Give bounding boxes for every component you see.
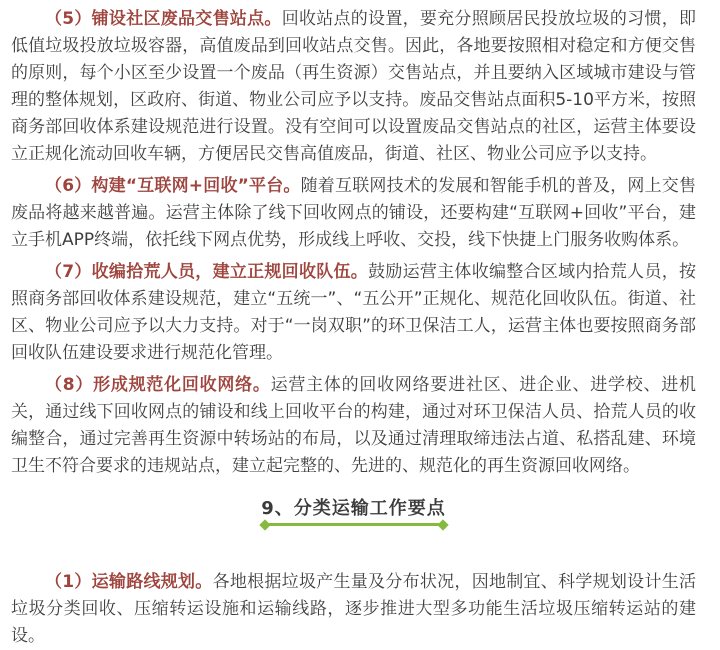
paragraph-7 [11,259,696,367]
paragraph-5-text: 回收站点的设置，要充分照顾居民投放垃圾的习惯，即低值垃圾投放垃圾容器，高值废品到回收站点交售。因此，各地要按照相对稳定和方便交售的原则，每个小区至少设置一个废品（再生资源）交售站点，并且要纳入区域城市建设与管理的整体规划，区政府、街道、物业公司应予以支持。废品交售站点面积5-10平方米，按照商务部回收体系建设规范进行设置。没有空间可以设置废品交售站点的社区，运营主体要设立正规化流动回收车辆，方便居民交售高值废品，街道、社区、物业公司应予以支持。 [11,9,697,164]
paragraph-7-text: 鼓励运营主体收编整合区域内拾荒人员，按照商务部回收体系建设规范，建立“五统一”、“五公开”正规化、规范化回收队伍。街道、社区、物业公司应予以大力支持。对于“一岗双职”的环卫保洁工人，运营主体也要按照商务部回收队伍建设要求进行规范化管理。 [11,262,697,363]
paragraph-8-text: 运营主体的回收网络要进社区、进企业、进学校、进机关，通过线下回收网点的铺设和线上回收平台的构建，通过对环卫保洁人员、拾荒人员的收编整合，通过完善再生资源中转场站的布局，以及通过清理取缔违法占道、私搭乱建、环境卫生不符合要求的违规站点，建立起完整的、先进的、规范化的再生资源回收网络。 [11,375,696,476]
paragraph-8 [11,372,696,480]
paragraph-5 [11,6,696,168]
heading-underline-decoration [11,520,696,529]
paragraph-1 [11,569,696,650]
section-heading-title: 9、分类运输工作要点 [261,498,446,519]
section-heading [11,496,696,529]
paragraph-1-text: 各地根据垃圾产生量及分布状况，因地制宜、科学规划设计生活垃圾分类回收、压缩转运设施和运输线路，逐步推进大型多功能生活垃圾压缩转运站的建设。 [11,572,696,646]
paragraph-7-lead: （7）收编拾荒人员，建立正规回收队伍。 [45,262,369,282]
paragraph-5-lead: （5）铺设社区废品交售站点。 [45,9,282,29]
underline-line [269,523,439,526]
paragraph-6-lead: （6）构建“互联网+回收”平台。 [45,176,301,196]
paragraph-1-lead: （1）运输路线规划。 [45,572,213,592]
paragraph-6-text: 随着互联网技术的发展和智能手机的普及，网上交售废品将越来越普遍。运营主体除了线下回收网点的铺设，还要构建“互联网+回收”平台，建立手机APP终端，依托线下网点优势，形成线上呼收、交投，线下快捷上门服务收购体系。 [11,176,696,250]
paragraph-6 [11,173,696,254]
paragraph-8-lead: （8）形成规范化回收网络。 [45,375,271,395]
